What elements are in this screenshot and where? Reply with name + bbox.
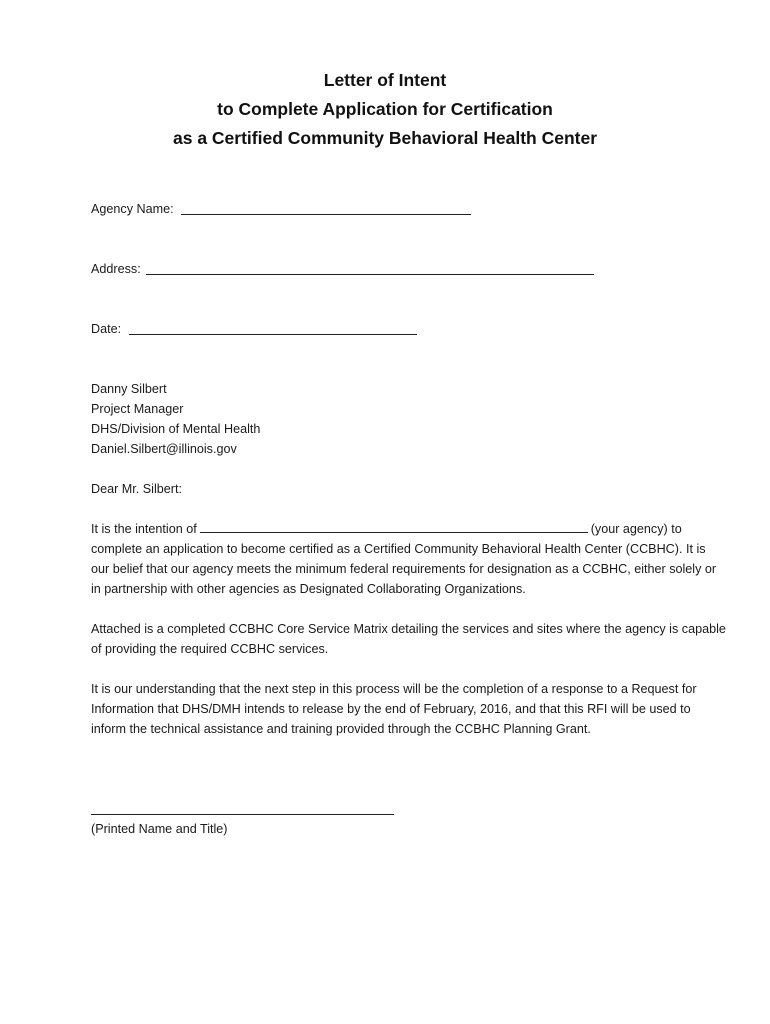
signature-caption: (Printed Name and Title): [91, 822, 228, 836]
intent-lead: It is the intention of: [91, 522, 197, 536]
intent-line-2: complete an application to become certified as a Certified Community Behavioral Health Center (CCBHC). It is: [91, 542, 706, 556]
address-field: [91, 259, 141, 279]
title-line-3: as a Certified Community Behavioral Health Center: [173, 128, 597, 148]
intent-line-4: in partnership with other agencies as Designated Collaborating Organizations.: [91, 582, 526, 596]
title-line-1: Letter of Intent: [323, 70, 447, 90]
recipient-name: Danny Silbert: [91, 382, 167, 396]
recipient-email: Daniel.Silbert@illinois.gov: [91, 442, 237, 456]
date-field: [91, 319, 121, 339]
recipient-role: Project Manager: [91, 402, 184, 416]
title-line-2: to Complete Application for Certification: [217, 99, 553, 119]
salutation: Dear Mr. Silbert:: [91, 482, 182, 496]
understanding-line-1: It is our understanding that the next step in this process will be the completion of a response to a Request for: [91, 682, 697, 696]
understanding-line-2: Information that DHS/DMH intends to release by the end of February, 2016, and that this RFI will be used to: [91, 702, 691, 716]
matrix-line-2: of providing the required CCBHC services.: [91, 642, 329, 656]
intent-paragraph: [91, 519, 731, 599]
intent-line-3: our belief that our agency meets the minimum federal requirements for designation as a CCBHC, either solely or: [91, 562, 717, 576]
signature-line[interactable]: [91, 814, 394, 815]
intent-tail: (your agency) to: [590, 522, 682, 536]
matrix-line-1: Attached is a completed CCBHC Core Service Matrix detailing the services and sites where the agency is capable: [91, 622, 726, 636]
agency-name-blank[interactable]: [181, 214, 471, 215]
agency-name-label: Agency Name:: [91, 202, 174, 216]
understanding-line-3: inform the technical assistance and training provided through the CCBHC Planning Grant.: [91, 722, 591, 736]
letter-title: [0, 66, 770, 153]
matrix-paragraph: [91, 619, 731, 659]
date-label: Date:: [91, 322, 122, 336]
address-blank[interactable]: [146, 274, 594, 275]
address-label: Address:: [91, 262, 141, 276]
recipient-division: DHS/Division of Mental Health: [91, 422, 261, 436]
understanding-paragraph: [91, 679, 731, 739]
recipient-address-block: [91, 379, 260, 459]
date-blank[interactable]: [129, 334, 417, 335]
agency-name-field: [91, 199, 174, 219]
your-agency-blank[interactable]: [200, 521, 588, 533]
